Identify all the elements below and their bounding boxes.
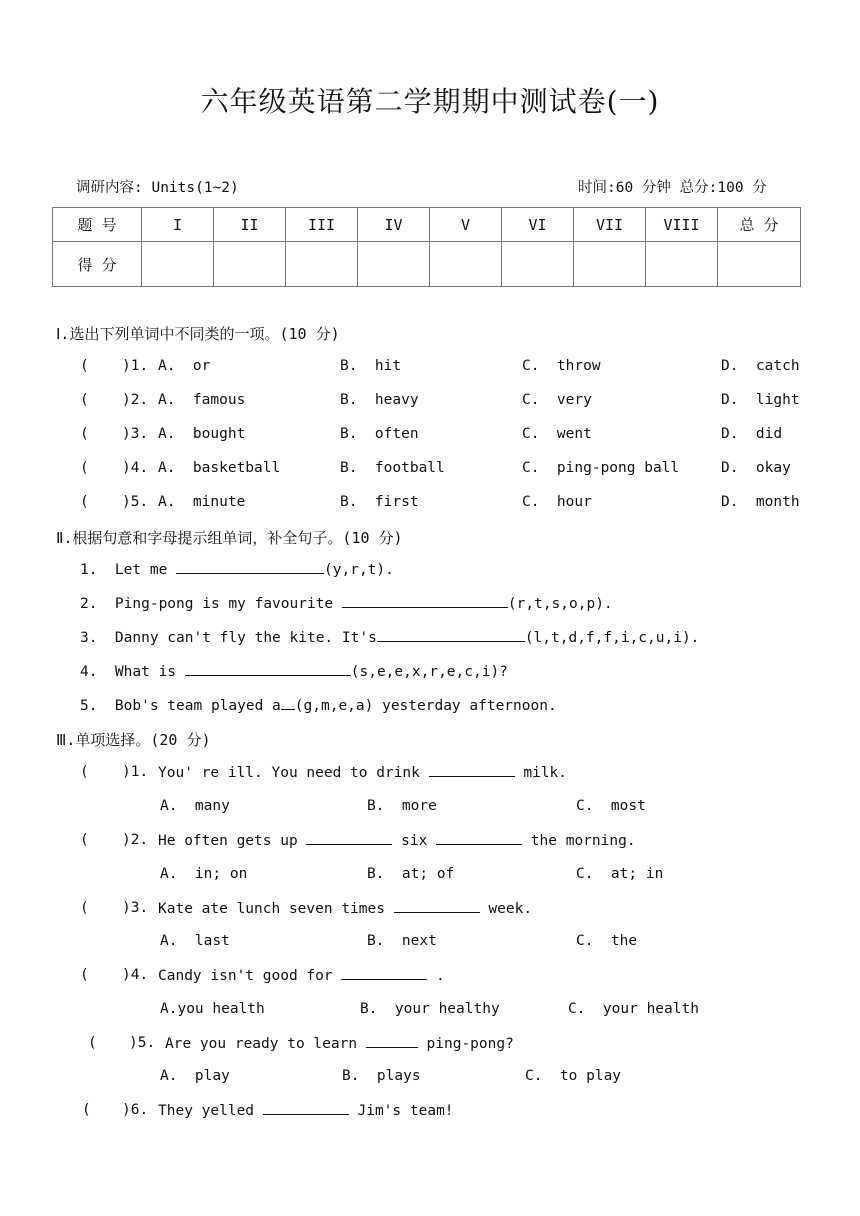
score-header-cell: I [142,208,214,242]
score-row-label: 得 分 [53,242,142,287]
option-b: B. next [367,933,437,949]
option-c: C. your health [568,1001,699,1017]
answer-blank[interactable] [366,1035,418,1048]
answer-blank[interactable] [281,697,295,710]
item-number: )5. [129,1035,156,1051]
option-c: C. at; in [576,866,664,882]
option-a: A. famous [158,392,246,408]
answer-blank[interactable] [185,663,351,676]
answer-bracket[interactable]: ( [80,358,89,374]
option-c: C. most [576,798,646,814]
option-d: D. did [721,426,783,442]
section-2-item [80,663,508,680]
option-d: D. light [721,392,800,408]
question-text: You' re ill. You need to drink milk. [158,765,568,781]
option-b: B. your healthy [360,1001,500,1017]
score-input-cell[interactable] [574,242,646,287]
item-number: )5. [122,494,149,510]
question-text: Candy isn't good for . [158,968,445,984]
item-number: )3. [122,426,149,442]
option-b: B. at; of [367,866,455,882]
option-c: C. to play [525,1068,622,1084]
answer-blank[interactable] [342,595,508,608]
option-a: A. in; on [160,866,248,882]
letter-hint: (l,t,d,f,f,i,c,u,i). [524,630,700,646]
question-text: Kate ate lunch seven times week. [158,901,533,917]
section-1-heading: Ⅰ.选出下列单词中不同类的一项。(10 分) [56,325,340,343]
section-2-item [80,561,394,578]
option-a: A. bought [158,426,246,442]
option-c: C. throw [522,358,601,374]
answer-blank[interactable] [341,967,427,980]
answer-bracket[interactable]: ( [80,494,89,510]
option-d: D. month [721,494,800,510]
option-a: A. minute [158,494,246,510]
page-title: 六年级英语第二学期期中测试卷(一) [200,85,660,118]
section-2-item [80,629,699,646]
option-a: A. or [158,358,211,374]
sentence-start: 1. Let me [80,562,177,578]
answer-bracket[interactable]: ( [80,392,89,408]
score-input-cell[interactable] [358,242,430,287]
option-c: C. very [522,392,592,408]
question-text: He often gets up six the morning. [158,833,636,849]
item-number: )6. [122,1102,149,1118]
score-table [52,207,801,287]
answer-bracket[interactable]: ( [80,832,89,848]
letter-hint: (r,t,s,o,p). [507,596,613,612]
score-header-cell: 总 分 [718,208,801,242]
option-a: A.you health [160,1001,265,1017]
score-header-cell: II [214,208,286,242]
item-number: )3. [122,900,149,916]
answer-bracket[interactable]: ( [80,900,89,916]
option-b: B. plays [342,1068,421,1084]
score-input-cell[interactable] [286,242,358,287]
score-header-cell: III [286,208,358,242]
section-3-heading: Ⅲ.单项选择。(20 分) [56,731,211,749]
answer-bracket[interactable]: ( [88,1035,97,1051]
option-b: B. more [367,798,437,814]
score-input-cell[interactable] [646,242,718,287]
sentence-start: 3. Danny can't fly the kite. It's [80,630,377,646]
score-input-cell[interactable] [142,242,214,287]
answer-blank[interactable] [436,832,522,845]
option-a: A. many [160,798,230,814]
answer-blank[interactable] [429,764,515,777]
option-c: C. hour [522,494,592,510]
score-header-cell: VI [502,208,574,242]
option-d: D. okay [721,460,791,476]
score-header-cell: 题 号 [53,208,142,242]
answer-blank[interactable] [306,832,392,845]
answer-bracket[interactable]: ( [80,764,89,780]
option-b: B. first [340,494,419,510]
option-d: D. catch [721,358,800,374]
score-header-cell: VII [574,208,646,242]
letter-hint: (s,e,e,x,r,e,c,i)? [350,664,508,680]
section-2-item [80,697,557,714]
answer-bracket[interactable]: ( [82,1102,91,1118]
question-text: They yelled Jim's team! [158,1103,454,1119]
score-input-cell[interactable] [502,242,574,287]
question-text: Are you ready to learn ping-pong? [165,1036,514,1052]
answer-bracket[interactable]: ( [80,460,89,476]
item-number: )2. [122,832,149,848]
score-table-header-row [53,208,801,242]
option-b: B. heavy [340,392,419,408]
score-input-cell[interactable] [718,242,801,287]
option-c: C. ping-pong ball [522,460,680,476]
letter-hint: (g,m,e,a) yesterday afternoon. [294,698,557,714]
answer-bracket[interactable]: ( [80,967,89,983]
score-input-cell[interactable] [430,242,502,287]
sentence-start: 5. Bob's team played a [80,698,281,714]
letter-hint: (y,r,t). [324,562,394,578]
sentence-start: 4. What is [80,664,185,680]
option-c: C. the [576,933,638,949]
exam-time-score: 时间:60 分钟 总分:100 分 [578,180,767,196]
answer-bracket[interactable]: ( [80,426,89,442]
option-b: B. hit [340,358,402,374]
score-header-cell: VIII [646,208,718,242]
score-input-cell[interactable] [214,242,286,287]
item-number: )1. [122,358,149,374]
score-header-cell: V [430,208,502,242]
option-b: B. often [340,426,419,442]
option-a: A. play [160,1068,230,1084]
option-a: A. basketball [158,460,281,476]
score-table-score-row [53,242,801,287]
answer-blank[interactable] [263,1102,349,1115]
answer-blank[interactable] [377,629,525,642]
item-number: )4. [122,460,149,476]
answer-blank[interactable] [394,900,480,913]
option-b: B. football [340,460,445,476]
answer-blank[interactable] [176,561,324,574]
section-2-heading: Ⅱ.根据句意和字母提示组单词，补全句子。(10 分) [56,529,403,547]
sentence-start: 2. Ping-pong is my favourite [80,596,342,612]
option-c: C. went [522,426,592,442]
exam-scope: 调研内容: Units(1~2) [76,180,239,196]
item-number: )2. [122,392,149,408]
score-header-cell: IV [358,208,430,242]
option-a: A. last [160,933,230,949]
item-number: )1. [122,764,149,780]
item-number: )4. [122,967,149,983]
section-2-item [80,595,613,612]
